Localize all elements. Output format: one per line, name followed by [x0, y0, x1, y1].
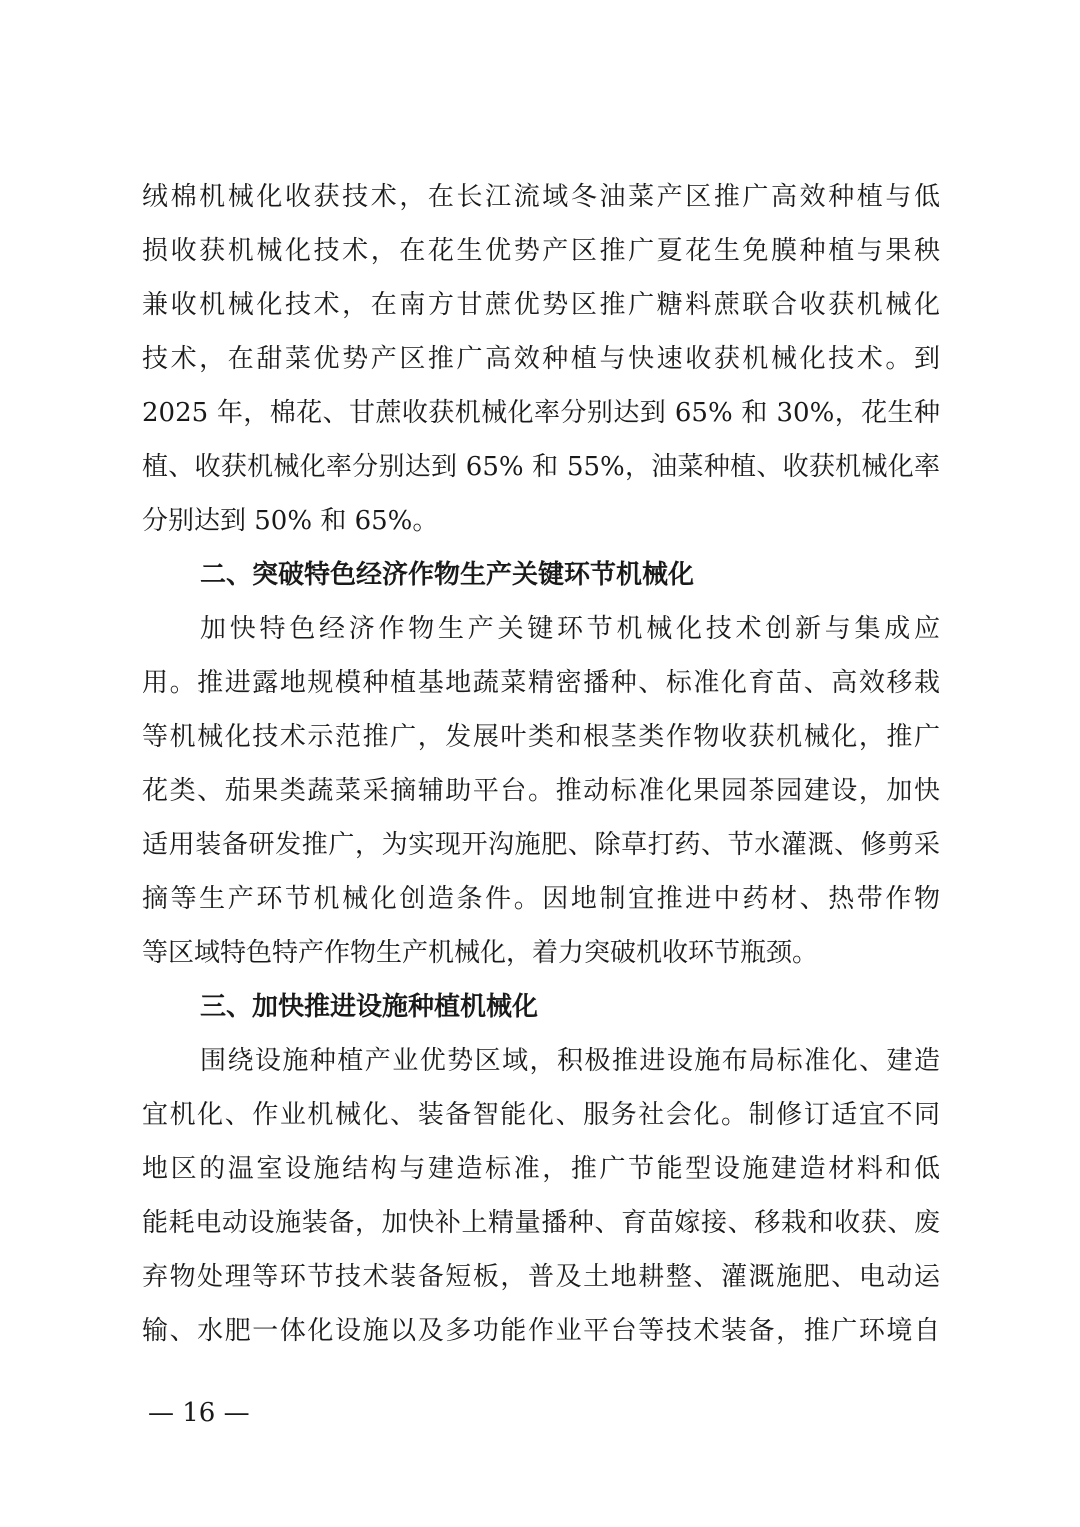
text-line: 技术，在甜菜优势产区推广高效种植与快速收获机械化技术。到: [142, 344, 940, 374]
page-number: — 16 —: [148, 1398, 250, 1428]
text-line: 输、水肥一体化设施以及多功能作业平台等技术装备，推广环境自: [142, 1316, 940, 1346]
section-heading: 二、突破特色经济作物生产关键环节机械化: [200, 560, 695, 590]
text-line: 等机械化技术示范推广，发展叶类和根茎类作物收获机械化，推广: [142, 722, 940, 752]
text-line: 2025 年，棉花、甘蔗收获机械化率分别达到 65% 和 30%，花生种: [142, 398, 940, 428]
text-line: 兼收机械化技术，在南方甘蔗优势区推广糖料蔗联合收获机械化: [142, 290, 940, 320]
text-line: 等区域特色特产作物生产机械化，着力突破机收环节瓶颈。: [142, 938, 819, 968]
text-line: 适用装备研发推广，为实现开沟施肥、除草打药、节水灌溉、修剪采: [142, 830, 940, 860]
text-line: 能耗电动设施装备，加快补上精量播种、育苗嫁接、移栽和收获、废: [142, 1208, 940, 1238]
text-line: 围绕设施种植产业优势区域，积极推进设施布局标准化、建造: [200, 1046, 940, 1076]
section-heading: 三、加快推进设施种植机械化: [200, 992, 539, 1022]
text-line: 植、收获机械化率分别达到 65% 和 55%，油菜种植、收获机械化率: [142, 452, 940, 482]
text-line: 加快特色经济作物生产关键环节机械化技术创新与集成应: [200, 614, 940, 644]
text-line: 用。推进露地规模种植基地蔬菜精密播种、标准化育苗、高效移栽: [142, 668, 940, 698]
section-paragraph: [142, 602, 940, 980]
text-line: 损收获机械化技术，在花生优势产区推广夏花生免膜种植与果秧: [142, 236, 940, 266]
text-line: 地区的温室设施结构与建造标准，推广节能型设施建造材料和低: [142, 1154, 940, 1184]
paragraph-continuation: [142, 170, 940, 548]
text-line: 分别达到 50% 和 65%。: [142, 506, 439, 536]
text-line: 弃物处理等环节技术装备短板，普及土地耕整、灌溉施肥、电动运: [142, 1262, 940, 1292]
text-line: 宜机化、作业机械化、装备智能化、服务社会化。制修订适宜不同: [142, 1100, 940, 1130]
text-line: 花类、茄果类蔬菜采摘辅助平台。推动标准化果园茶园建设，加快: [142, 776, 940, 806]
text-line: 绒棉机械化收获技术，在长江流域冬油菜产区推广高效种植与低: [142, 182, 940, 212]
page-content: [142, 170, 940, 1358]
section-paragraph: [142, 1034, 940, 1358]
text-line: 摘等生产环节机械化创造条件。因地制宜推进中药材、热带作物: [142, 884, 940, 914]
